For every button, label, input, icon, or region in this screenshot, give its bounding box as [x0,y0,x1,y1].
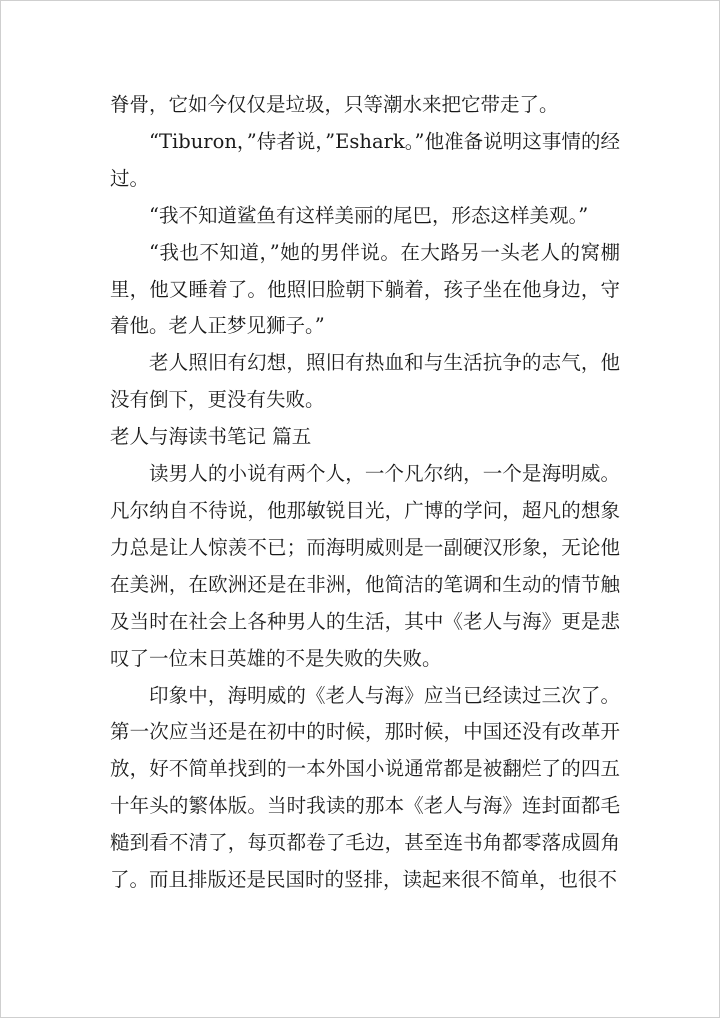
paragraph-3: “我不知道鲨鱼有这样美丽的尾巴，形态这样美观。” [149,203,589,227]
paragraph-5: 老人照旧有幻想，照旧有热血和与生活抗争的志气，他没有倒下，更没有失败。 [110,351,620,412]
paragraph-2: “Tiburon，”侍者说，”Eshark。”他准备说明这事情的经过。 [110,129,620,190]
section-heading: 老人与海读书笔记 篇五 [110,425,312,449]
document-body [110,87,620,899]
paragraph-6: 读男人的小说有两个人，一个凡尔纳，一个是海明威。凡尔纳自不待说，他那敏锐目光，广博的学问，超凡的想象力总是让人惊羡不已；而海明威则是一副硬汉形象，无论他在美洲，在欧洲还是在非洲，他简洁的笔调和生动的情节触及当时在社会上各种男人的生活，其中《老人与海》更是悲叹了一位末日英雄的不是失败的失败。 [110,462,620,670]
paragraph-7: 印象中，海明威的《老人与海》应当已经读过三次了。第一次应当还是在初中的时候，那时候，中国还没有改革开放，好不简单找到的一本外国小说通常都是被翻烂了的四五十年头的繁体版。当时我读的那本《老人与海》连封面都毛糙到看不清了，每页都卷了毛边，甚至连书角都零落成圆角了。而且排版还是民国时的竖排，读起来很不简单，也很不 [110,683,620,892]
paragraph-1: 脊骨，它如今仅仅是垃圾，只等潮水来把它带走了。 [110,93,559,116]
paragraph-4: “我也不知道，”她的男伴说。在大路另一头老人的窝棚里，他又睡着了。他照旧脸朝下躺着，孩子坐在他身边，守着他。老人正梦见狮子。” [110,240,620,338]
